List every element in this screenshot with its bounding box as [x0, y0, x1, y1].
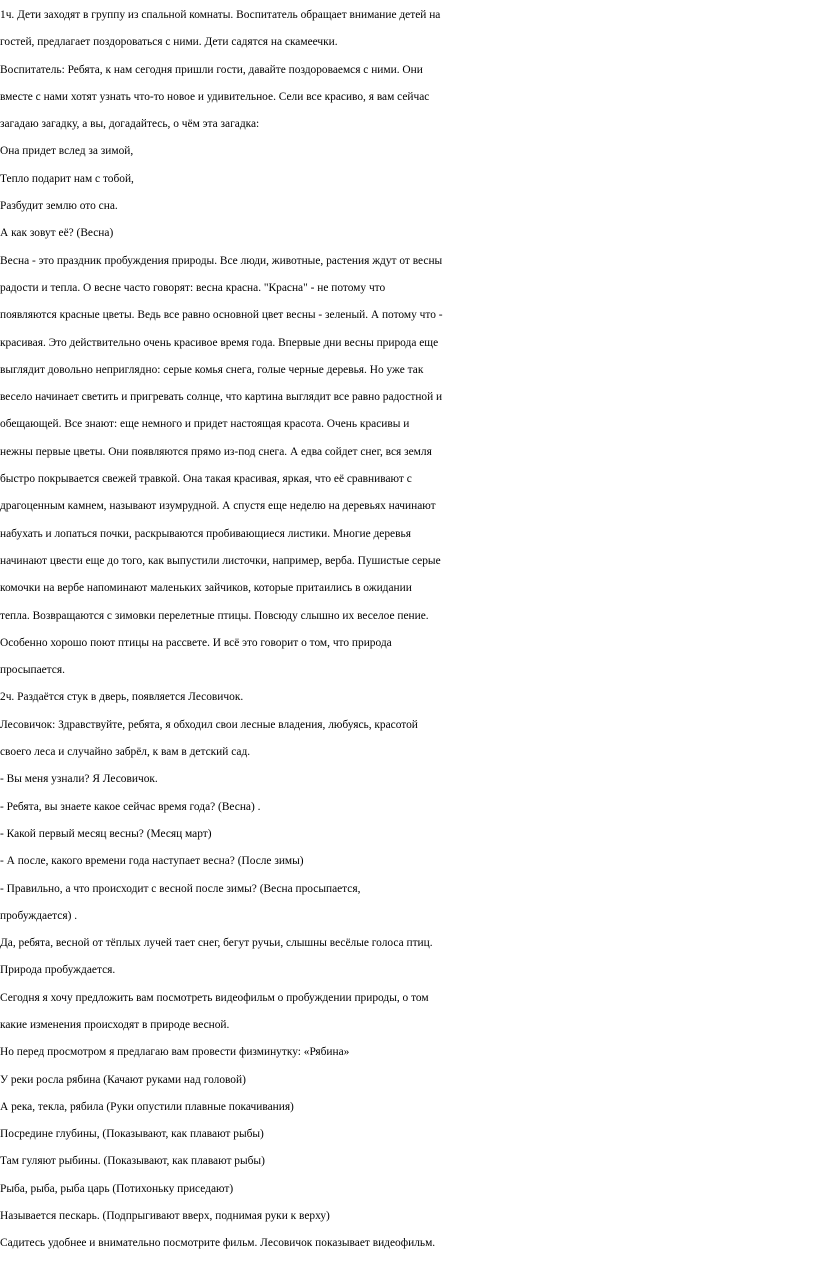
text-line: вместе с нами хотят узнать что-то новое и удивительное. Сели все красиво, я вам сейчас: [0, 90, 430, 103]
text-line: пробуждается) .: [0, 909, 78, 922]
text-line: Садитесь удобнее и внимательно посмотрите фильм. Лесовичок показывает видеофильм.: [0, 1237, 436, 1250]
text-line: драгоценным камнем, называют изумрудной. А спустя еще неделю на деревьях начинают: [0, 500, 436, 513]
text-line: просыпается.: [0, 664, 65, 677]
text-line: радости и тепла. О весне часто говорят: весна красна. "Красна" - не потому что: [0, 281, 386, 294]
text-line: - Какой первый месяц весны? (Месяц март): [0, 827, 212, 840]
text-line: Сегодня я хочу предложить вам посмотреть видеофильм о пробуждении природы, о том: [0, 991, 429, 1004]
text-line: комочки на вербе напоминают маленьких зайчиков, которые притаились в ожидании: [0, 582, 412, 595]
text-line: - Вы меня узнали? Я Лесовичок.: [0, 773, 158, 786]
text-line: У реки росла рябина (Качают руками над головой): [0, 1073, 246, 1086]
text-line: обещающей. Все знают: еще немного и придет настоящая красота. Очень красивы и: [0, 418, 410, 431]
text-line: Посредине глубины, (Показывают, как плавают рыбы): [0, 1128, 264, 1141]
text-line: А как зовут её? (Весна): [0, 227, 114, 240]
text-line: появляются красные цветы. Ведь все равно основной цвет весны - зеленый. А потому что -: [0, 309, 443, 322]
text-line: Она придет вслед за зимой,: [0, 145, 134, 158]
text-line: 1ч. Дети заходят в группу из спальной комнаты. Воспитатель обращает внимание детей на: [0, 9, 441, 21]
text-line: весело начинает светить и пригревать солнце, что картина выглядит все равно радостной и: [0, 391, 443, 404]
text-line: Рыба, рыба, рыба царь (Потихоньку приседают): [0, 1182, 234, 1195]
text-line: - Ребята, вы знаете какое сейчас время года? (Весна) .: [0, 800, 261, 813]
text-line: нежны первые цветы. Они появляются прямо из-под снега. А едва сойдет снег, вся земля: [0, 445, 432, 458]
text-line: - А после, какого времени года наступает весна? (После зимы): [0, 855, 304, 868]
text-line: начинают цвести еще до того, как выпустили листочки, например, верба. Пушистые серые: [0, 554, 441, 567]
text-line: Особенно хорошо поют птицы на рассвете. И всё это говорит о том, что природа: [0, 636, 392, 649]
text-line: Тепло подарит нам с тобой,: [0, 172, 134, 185]
text-line: какие изменения происходят в природе весной.: [0, 1018, 230, 1031]
text-line: - Правильно, а что происходит с весной после зимы? (Весна просыпается,: [0, 882, 361, 895]
text-line: Называется пескарь. (Подпрыгивают вверх, поднимая руки к верху): [0, 1210, 330, 1223]
text-line: Воспитатель: Ребята, к нам сегодня пришли гости, давайте поздороваемся с ними. Они: [0, 63, 423, 76]
text-line: тепла. Возвращаются с зимовки перелетные птицы. Повсюду слышно их веселое пение.: [0, 609, 429, 622]
text-line: Природа пробуждается.: [0, 964, 116, 977]
text-line: загадаю загадку, а вы, догадайтесь, о чём эта загадка:: [0, 118, 260, 131]
text-line: выглядит довольно неприглядно: серые комья снега, голые черные деревья. Но уже так: [0, 363, 424, 376]
text-line: красивая. Это действительно очень красивое время года. Впервые дни весны природа еще: [0, 336, 439, 349]
text-line: своего леса и случайно забрёл, к вам в детский сад.: [0, 746, 251, 759]
text-line: Разбудит землю ото сна.: [0, 200, 118, 213]
text-line: Да, ребята, весной от тёплых лучей тает снег, бегут ручьи, слышны весёлые голоса птиц.: [0, 937, 433, 950]
text-line: 2ч. Раздаётся стук в дверь, появляется Лесовичок.: [0, 691, 244, 704]
text-line: Но перед просмотром я предлагаю вам провести физминутку: «Рябина»: [0, 1046, 350, 1059]
text-line: Там гуляют рыбины. (Показывают, как плавают рыбы): [0, 1155, 265, 1168]
text-line: гостей, предлагает поздороваться с ними. Дети садятся на скамеечки.: [0, 36, 338, 49]
text-line: быстро покрывается свежей травкой. Она такая красивая, яркая, что её сравнивают с: [0, 473, 412, 486]
text-line: А река, текла, рябила (Руки опустили плавные покачивания): [0, 1100, 294, 1113]
text-line: Весна - это праздник пробуждения природы. Все люди, животные, растения ждут от весны: [0, 254, 443, 267]
text-line: набухать и лопаться почки, раскрываются пробивающиеся листики. Многие деревья: [0, 527, 411, 540]
text-line: Лесовичок: Здравствуйте, ребята, я обходил свои лесные владения, любуясь, красотой: [0, 718, 418, 731]
